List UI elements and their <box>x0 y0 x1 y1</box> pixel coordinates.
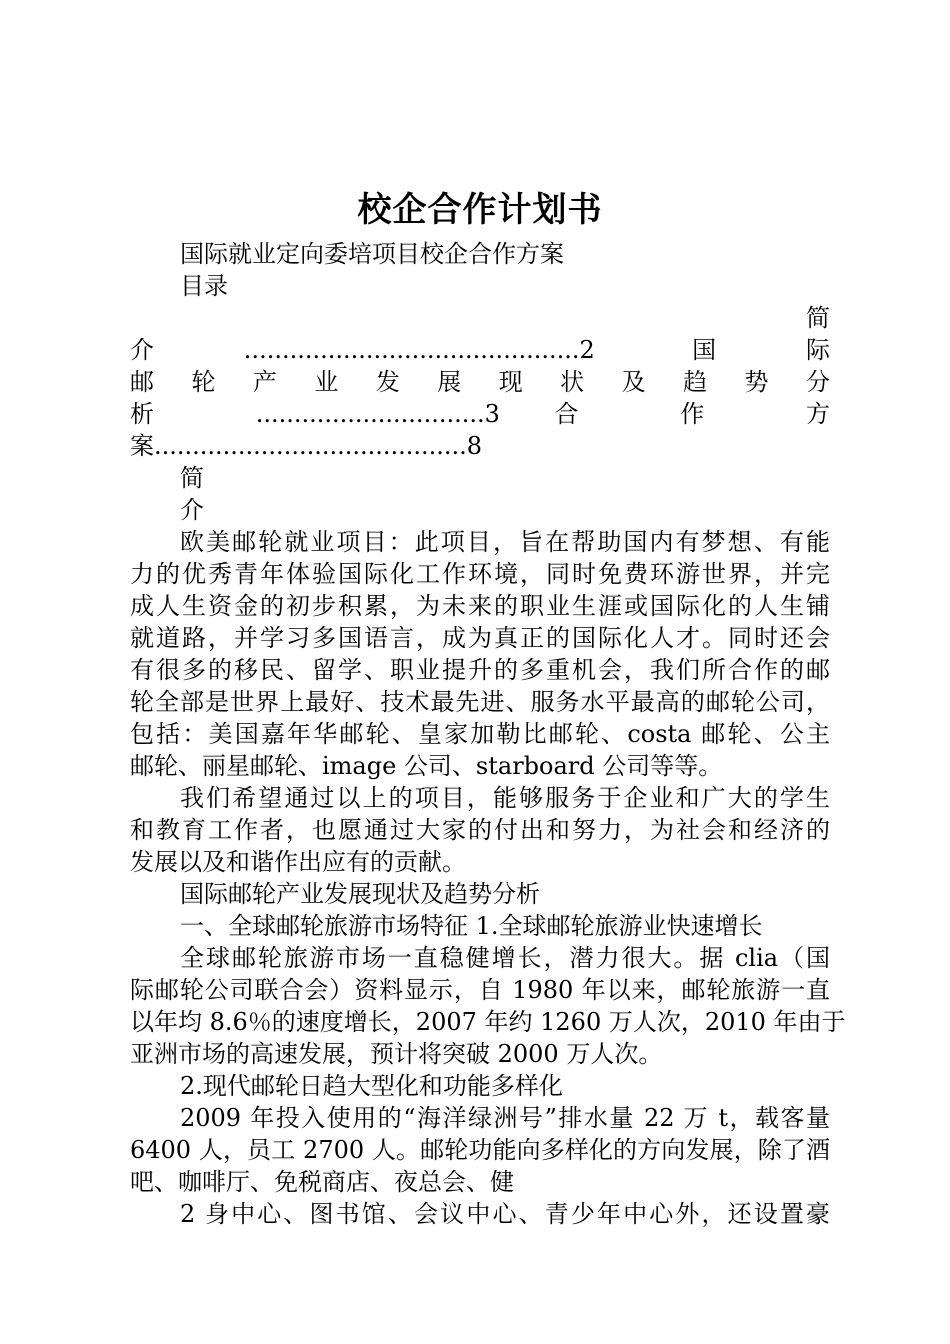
document-title: 校企合作计划书 <box>357 190 603 230</box>
document-subtitle: 国际就业定向委培项目校企合作方案 <box>180 240 564 268</box>
paragraph-line: 2009 年投入使用的“海洋绿洲号”排水量 22 万 t，载客量 <box>180 1104 830 1132</box>
subsection-heading: 一、全球邮轮旅游市场特征 1.全球邮轮旅游业快速增长 <box>180 912 763 940</box>
paragraph-line: 全球邮轮旅游市场一直稳健增长，潜力很大。据 clia（国 <box>180 944 830 972</box>
paragraph-line: 欧美邮轮就业项目：此项目，旨在帮助国内有梦想、有能 <box>180 528 830 556</box>
paragraph-line: 包括：美国嘉年华邮轮、皇家加勒比邮轮、costa 邮轮、公主 <box>130 720 830 748</box>
paragraph-line: 有很多的移民、留学、职业提升的多重机会，我们所合作的邮 <box>130 656 830 684</box>
paragraph-line: 以年均 8.6％的速度增长，2007 年约 1260 万人次，2010 年由于 <box>130 1008 846 1036</box>
toc-line: 介............................................2 国际 <box>130 336 830 364</box>
toc-line: 简 <box>806 304 830 332</box>
paragraph-line: 亚洲市场的高速发展，预计将突破 2000 万人次。 <box>130 1040 663 1068</box>
toc-heading: 目录 <box>180 272 228 300</box>
intro-heading: 介 <box>180 496 204 524</box>
section-heading: 国际邮轮产业发展现状及趋势分析 <box>180 880 540 908</box>
paragraph-line: 发展以及和谐作出应有的贡献。 <box>130 848 466 876</box>
paragraph-line: 2 身中心、图书馆、会议中心、青少年中心外，还设置豪 <box>180 1200 830 1228</box>
paragraph-line: 就道路，并学习多国语言，成为真正的国际化人才。同时还会 <box>130 624 830 652</box>
toc-line: 析 ..............................3 合 作 方 <box>130 400 830 428</box>
paragraph-line: 吧、咖啡厅、免税商店、夜总会、健 <box>130 1168 514 1196</box>
intro-heading: 简 <box>180 464 204 492</box>
subsection-heading: 2.现代邮轮日趋大型化和功能多样化 <box>180 1072 563 1100</box>
paragraph-line: 力的优秀青年体验国际化工作环境，同时免费环游世界，并完 <box>130 560 830 588</box>
paragraph-line: 际邮轮公司联合会）资料显示，自 1980 年以来，邮轮旅游一直 <box>130 976 830 1004</box>
toc-line: 案.........................................8 <box>130 432 483 460</box>
toc-line: 邮 轮 产 业 发 展 现 状 及 趋 势 分 <box>130 368 830 396</box>
paragraph-line: 和教育工作者，也愿通过大家的付出和努力，为社会和经济的 <box>130 816 830 844</box>
paragraph-line: 我们希望通过以上的项目，能够服务于企业和广大的学生 <box>180 784 830 812</box>
paragraph-line: 6400 人，员工 2700 人。邮轮功能向多样化的方向发展，除了酒 <box>130 1136 830 1164</box>
paragraph-line: 邮轮、丽星邮轮、image 公司、starboard 公司等等。 <box>130 752 723 780</box>
paragraph-line: 成人生资金的初步积累，为未来的职业生涯或国际化的人生铺 <box>130 592 830 620</box>
paragraph-line: 轮全部是世界上最好、技术最先进、服务水平最高的邮轮公司， <box>130 688 830 716</box>
